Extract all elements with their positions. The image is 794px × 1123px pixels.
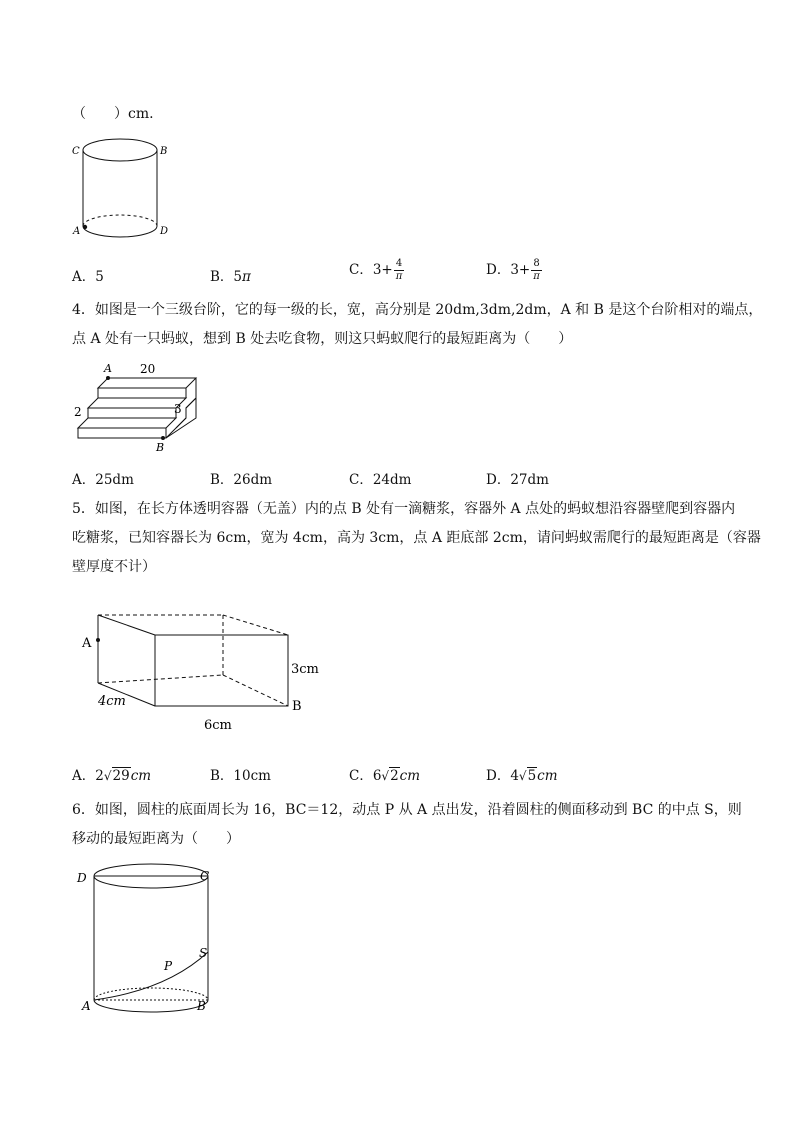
q3-label-a: A	[73, 226, 81, 237]
q5-option-a[interactable]: A．2√29cm	[72, 768, 152, 784]
q3-option-c[interactable]	[349, 258, 404, 283]
q6-cylinder-figure	[72, 860, 222, 1020]
q5-option-c[interactable]: C．6√2cm	[349, 768, 421, 784]
q3-option-c-num: 4	[394, 258, 405, 271]
q5-label-length: 6cm	[204, 718, 232, 733]
q3-stem-tail: （ ）cm.	[72, 106, 154, 122]
q5-label-a: A	[82, 636, 92, 651]
q5-stem-line-1: 5．如图，在长方体透明容器（无盖）内的点 B 处有一滴糖浆，容器外 A 点处的蚂蚁想沿容器壁爬到容器内	[72, 501, 736, 517]
q5-option-d-unit: cm	[537, 768, 558, 784]
q6-label-p: P	[164, 959, 173, 973]
q5-stem-line-3: 壁厚度不计）	[72, 559, 156, 575]
q3-option-b-prefix: B．5	[210, 269, 243, 285]
q5-option-c-radicand: 2	[390, 768, 399, 784]
q6-label-c: C	[200, 869, 210, 883]
q5-option-a-prefix: A．2	[72, 768, 104, 784]
q6-stem-line-2: 移动的最短距离为（ ）	[72, 831, 240, 847]
q5-option-c-unit: cm	[399, 768, 421, 784]
q4-label-length: 20	[140, 362, 156, 376]
q5-option-d[interactable]: D．4√5cm	[486, 768, 558, 784]
q3-option-d[interactable]	[486, 258, 542, 283]
q5-option-a-unit: cm	[130, 768, 152, 784]
q3-option-d-prefix: D．3+	[486, 262, 531, 278]
q4-label-height: 2	[74, 405, 82, 419]
q5-option-d-radicand: 5	[527, 768, 537, 784]
q5-label-b: B	[292, 699, 302, 714]
q3-option-c-prefix: C．3+	[349, 262, 393, 278]
q4-staircase-figure	[68, 360, 218, 455]
q3-option-c-den: π	[395, 271, 403, 282]
q3-label-d: D	[160, 226, 169, 237]
q4-stem	[72, 296, 763, 354]
q3-label-b: B	[160, 146, 168, 157]
q3-option-d-fraction	[531, 258, 542, 283]
q4-option-b[interactable]: B．26dm	[210, 472, 273, 488]
q4-label-a: A	[104, 362, 112, 375]
q6-label-s: S	[199, 946, 208, 960]
q6-stem	[72, 796, 742, 854]
q4-option-d[interactable]: D．27dm	[486, 472, 549, 488]
q4-stem-line-2: 点 A 处有一只蚂蚁，想到 B 处去吃食物，则这只蚂蚁爬行的最短距离为（ ）	[72, 331, 573, 347]
q6-stem-line-1: 6．如图，圆柱的底面周长为 16，BC＝12，动点 P 从 A 点出发，沿着圆柱的侧面移动到 BC 的中点 S，则	[72, 802, 742, 818]
q5-option-a-radicand: 29	[112, 768, 130, 784]
q4-label-width: 3	[174, 402, 182, 416]
q5-box-figure	[78, 605, 328, 735]
q5-option-c-prefix: C．6	[349, 768, 382, 784]
q3-option-d-den: π	[533, 271, 540, 282]
q5-stem-line-2: 吃糖浆，已知容器长为 6cm，宽为 4cm，高为 3cm，点 A 距底部 2cm，请问蚂蚁需爬行的最短距离是（容器	[72, 530, 761, 546]
q3-option-c-fraction	[394, 258, 405, 283]
q3-label-c: C	[72, 146, 80, 157]
q3-option-d-num: 8	[531, 258, 542, 271]
q5-option-b[interactable]: B．10cm	[210, 768, 271, 784]
q5-option-d-prefix: D．4	[486, 768, 519, 784]
q3-option-a[interactable]: A．5	[72, 269, 104, 285]
q5-label-height: 3cm	[291, 662, 319, 677]
q6-label-a: A	[82, 999, 91, 1013]
q4-option-c[interactable]: C．24dm	[349, 472, 412, 488]
q4-option-a[interactable]: A．25dm	[72, 472, 134, 488]
q3-cylinder-figure	[70, 136, 180, 246]
q3-option-b[interactable]	[210, 265, 251, 285]
q3-option-b-pi: π	[242, 269, 251, 285]
q5-stem	[72, 495, 761, 582]
q4-stem-line-1: 4．如图是一个三级台阶，它的每一级的长，宽，高分别是 20dm,3dm,2dm，A 和 B 是这个台阶相对的端点，	[72, 302, 763, 318]
q4-label-b: B	[156, 441, 165, 454]
q6-label-d: D	[77, 871, 87, 885]
q6-label-b: B	[197, 999, 206, 1013]
q5-label-width: 4cm	[98, 694, 126, 709]
